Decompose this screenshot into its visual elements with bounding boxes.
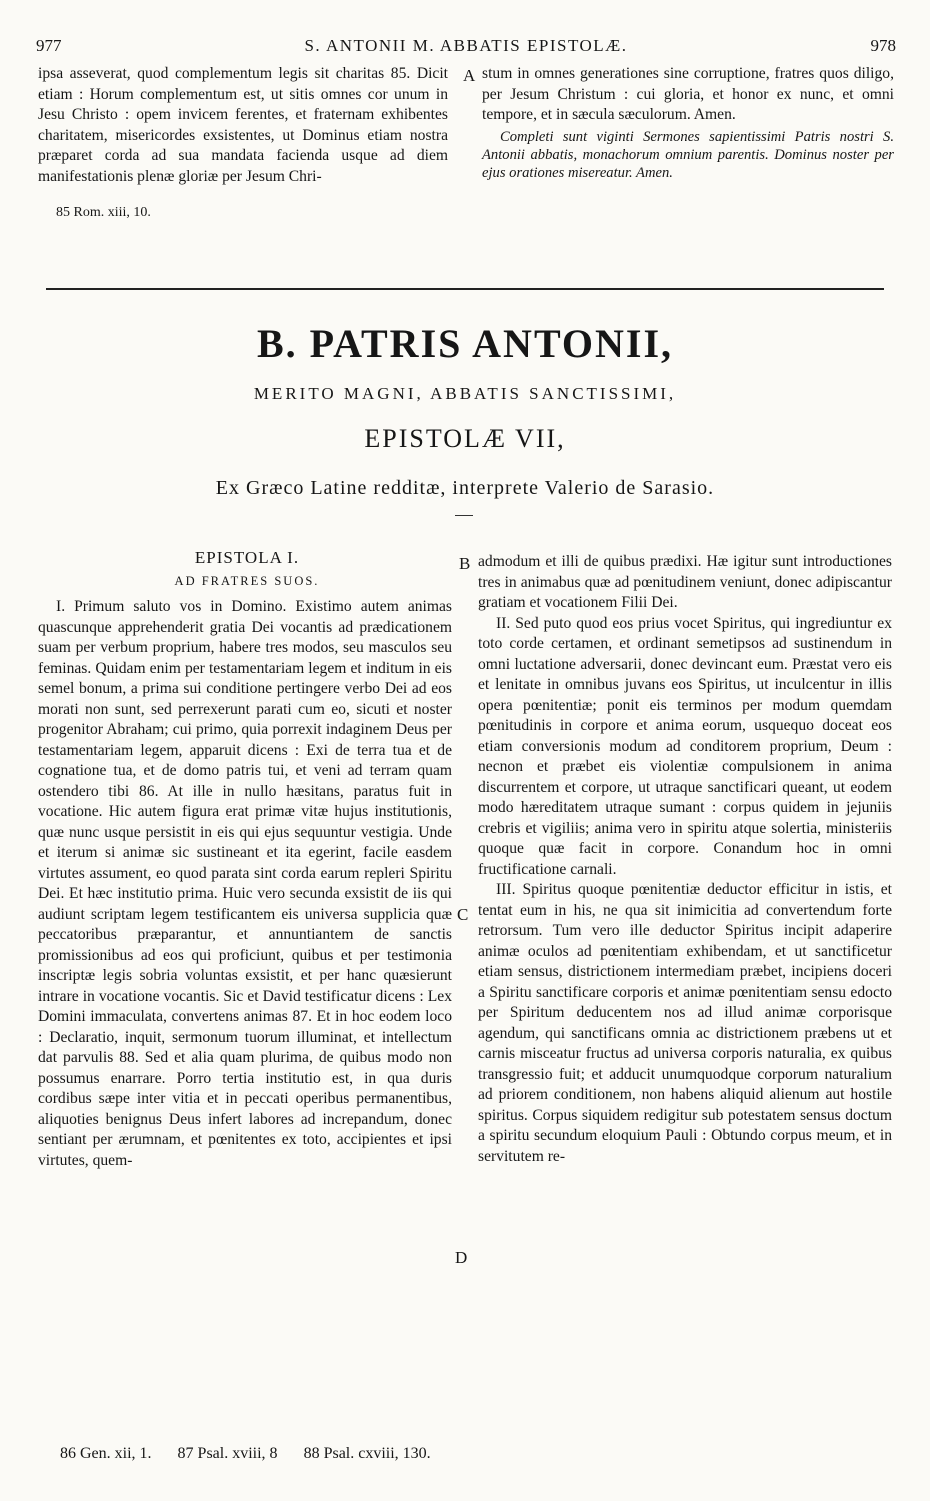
margin-letter-c: C <box>457 905 469 924</box>
top-left-text: ipsa asseverat, quod complementum legis sit charitas 85. Dicit etiam : Horum complementum est, ut sitis omnes cor unum in Jesu Christo : opem invicem ferentes, et fraternam exhibentes charitatem, misericordes exsistentes, ut Dominus etiam nostra præparet corda ad sua mandata facienda usque ad diem manifestationis plenæ gloriæ per Jesum Chri- <box>38 65 448 185</box>
section-rule <box>46 288 884 290</box>
footnotes <box>60 1445 453 1463</box>
title-subline: MERITO MAGNI, ABBATIS SANCTISSIMI, <box>253 384 677 403</box>
top-left-column <box>38 64 448 224</box>
epistle-title: EPISTOLA I. <box>194 548 300 567</box>
title-dash <box>455 515 473 516</box>
epistles-heading: EPISTOLÆ VII, <box>364 424 566 453</box>
page-number-left: 977 <box>36 36 62 55</box>
main-left-column <box>38 597 452 1171</box>
top-right-column <box>482 64 894 182</box>
footnote-86: 86 Gen. xii, 1. <box>60 1445 152 1462</box>
margin-letter-d: D <box>455 1248 468 1267</box>
paragraph: III. Spiritus quoque pœnitentiæ deductor efficitur in istis, et tentat eum in his, ne qua sit inimicitia ad convertendum forte retrorsum. Tum vero ille deductor Spiritus incipit adaperire animæ oculos ad pœnitentiam exhibendam, et ut sanctificetur etiam sensus, districtionem intermediam præbet, incipiens doceri a Spiritu sanctificare corporis et animæ pœnitentiam sensu edocto per Spiritum deducentem nos ad illud animæ corporisque agendum, qui sanctificans omnia ac districtionem præbens ut et carnis misceatur fructus ad universa corporis naturalia, ex quibus transgressio fuit; et adducit unumquodque corporum naturalium ad priorem conditionem, non habens aliquid alienum aut hostile spiritus. Corpus siquidem redigitur sub potestatem sensus doctum a spiritu secundum eloquium Pauli : Obtundo corpus meum, et in servitutem re- <box>478 881 892 1165</box>
margin-letter-a: A <box>463 66 476 85</box>
running-header <box>36 36 896 60</box>
paragraph: I. Primum saluto vos in Domino. Existimo autem animas quascunque apprehenderit gratia Dei vocantis ad prædicationem suam per verbum proprium, habere tres modos, seu masculos seu feminas. Quidam enim per testamentariam legem et inditum in eis semel bonum, a prima sui conditione pertingere verbo Dei ad eos morati non sunt, sed perrexerunt parati cum eo, sicuti et noster progenitor Abraham; cui primo, quia porrexit indaginem Deus per testamentariam legem, apparuit dicens : Exi de terra tua et de cognatione tua, et de domo patris tui, et veni ad terram quam ostendero tibi 86. At ille in nullo hæsitans, paratus fuit in vocatione. Hic autem figura erat primæ vitæ hujus institutionis, quæ nunc usque persistit in eis qui ejus sequuntur vestigia. Unde et iterum si animæ sic sustineant et ita egerint, facile easdem virtutes assument, eo quod parata sint corda earum repleri Spiritu Dei. Et hæc institutio prima. Huic vero secunda exsistit de iis qui audiunt scriptam legem testificantem eis universa supplicia quæ peccatoribus præparantur, et annuntiantem de sanctis promissionibus ad eos qui proficiunt, quibus et per testimonia inscriptæ legis sobria voluntas exsistit, et per hanc quæsierunt intrare in vocatione vocantis. Sic et David testificatur dicens : Lex Domini immaculata, convertens animas 87. Et in hoc eodem loco : Declaratio, inquit, sermonum tuorum illuminat, et intellectum dat parvulis 88. Sed et alia quam plurima, de quibus modo non possumus enarrare. Porro tertia institutio est, in qua duris cordibus sæpe inter vitia et in peccati operibus permanentibus, aliquoties benignus Deus infert labores ad increpandum, donec sentiant per ærumnam, et pœnitentes ex toto, accipientes et ipsi virtutes, quem- <box>38 598 452 1169</box>
top-left-footnote: 85 Rom. xiii, 10. <box>56 205 151 220</box>
main-title: B. PATRIS ANTONII, <box>256 321 674 366</box>
top-right-text: stum in omnes generationes sine corruptione, fratres quos diligo, per Jesum Christum : cui gloria, et honor ex nunc, et omni tempore, et in sæcula sæculorum. Amen. <box>482 65 894 123</box>
paragraph: II. Sed puto quod eos prius vocet Spiritus, qui ingrediuntur ex toto corde certamen, et ordinant semetipsos ad sustinendum in omni luctatione adversarii, donec devincant eum. Præstat vero eis et lenitate in omnibus juvans eos Spiritus, ut inculcentur in illis opera pœnitentiæ; ponit eis terminos per modum quemdam pœnitudinis in corpore et anima eorum, usquequo doceat eos etiam conversionis modum ad conditorem proprium, Deum : necnon et præbet eis violentiæ compulsionem in anima discurrentem et corpore, ut utraque sanctificari queant, ut eodem modo hæreditatem utraque sumant : corpus quidem in jejuniis crebris et vigiliis; anima vero in spiritu atque solertia, ministeriis quoque quæ facit in corpore. Conandum hoc in omni fructificatione carnali. <box>478 614 892 878</box>
footnote-88: 88 Psal. cxviii, 130. <box>303 1445 431 1462</box>
main-right-column <box>478 552 892 1167</box>
paragraph: admodum et illi de quibus prædixi. Hæ igitur sunt introductiones tres in animabus quæ ad pœnitudinem veniunt, donec adipiscantur gratiam et vocationem Filii Dei. <box>478 553 892 611</box>
closing-note: Completi sunt viginti Sermones sapientissimi Patris nostri S. Antonii abbatis, monachorum omnium parentis. Dominus noster per ejus orationes misereatur. Amen. <box>482 128 894 181</box>
page-number-right: 978 <box>870 36 896 55</box>
footnote-87: 87 Psal. xviii, 8 <box>177 1445 278 1462</box>
translation-note: Ex Græco Latine redditæ, interprete Valerio de Sarasio. <box>215 477 715 499</box>
margin-letter-b: B <box>459 554 471 573</box>
epistle-subtitle: AD FRATRES SUOS. <box>174 574 320 588</box>
running-title: S. ANTONII M. ABBATIS EPISTOLÆ. <box>304 36 628 55</box>
